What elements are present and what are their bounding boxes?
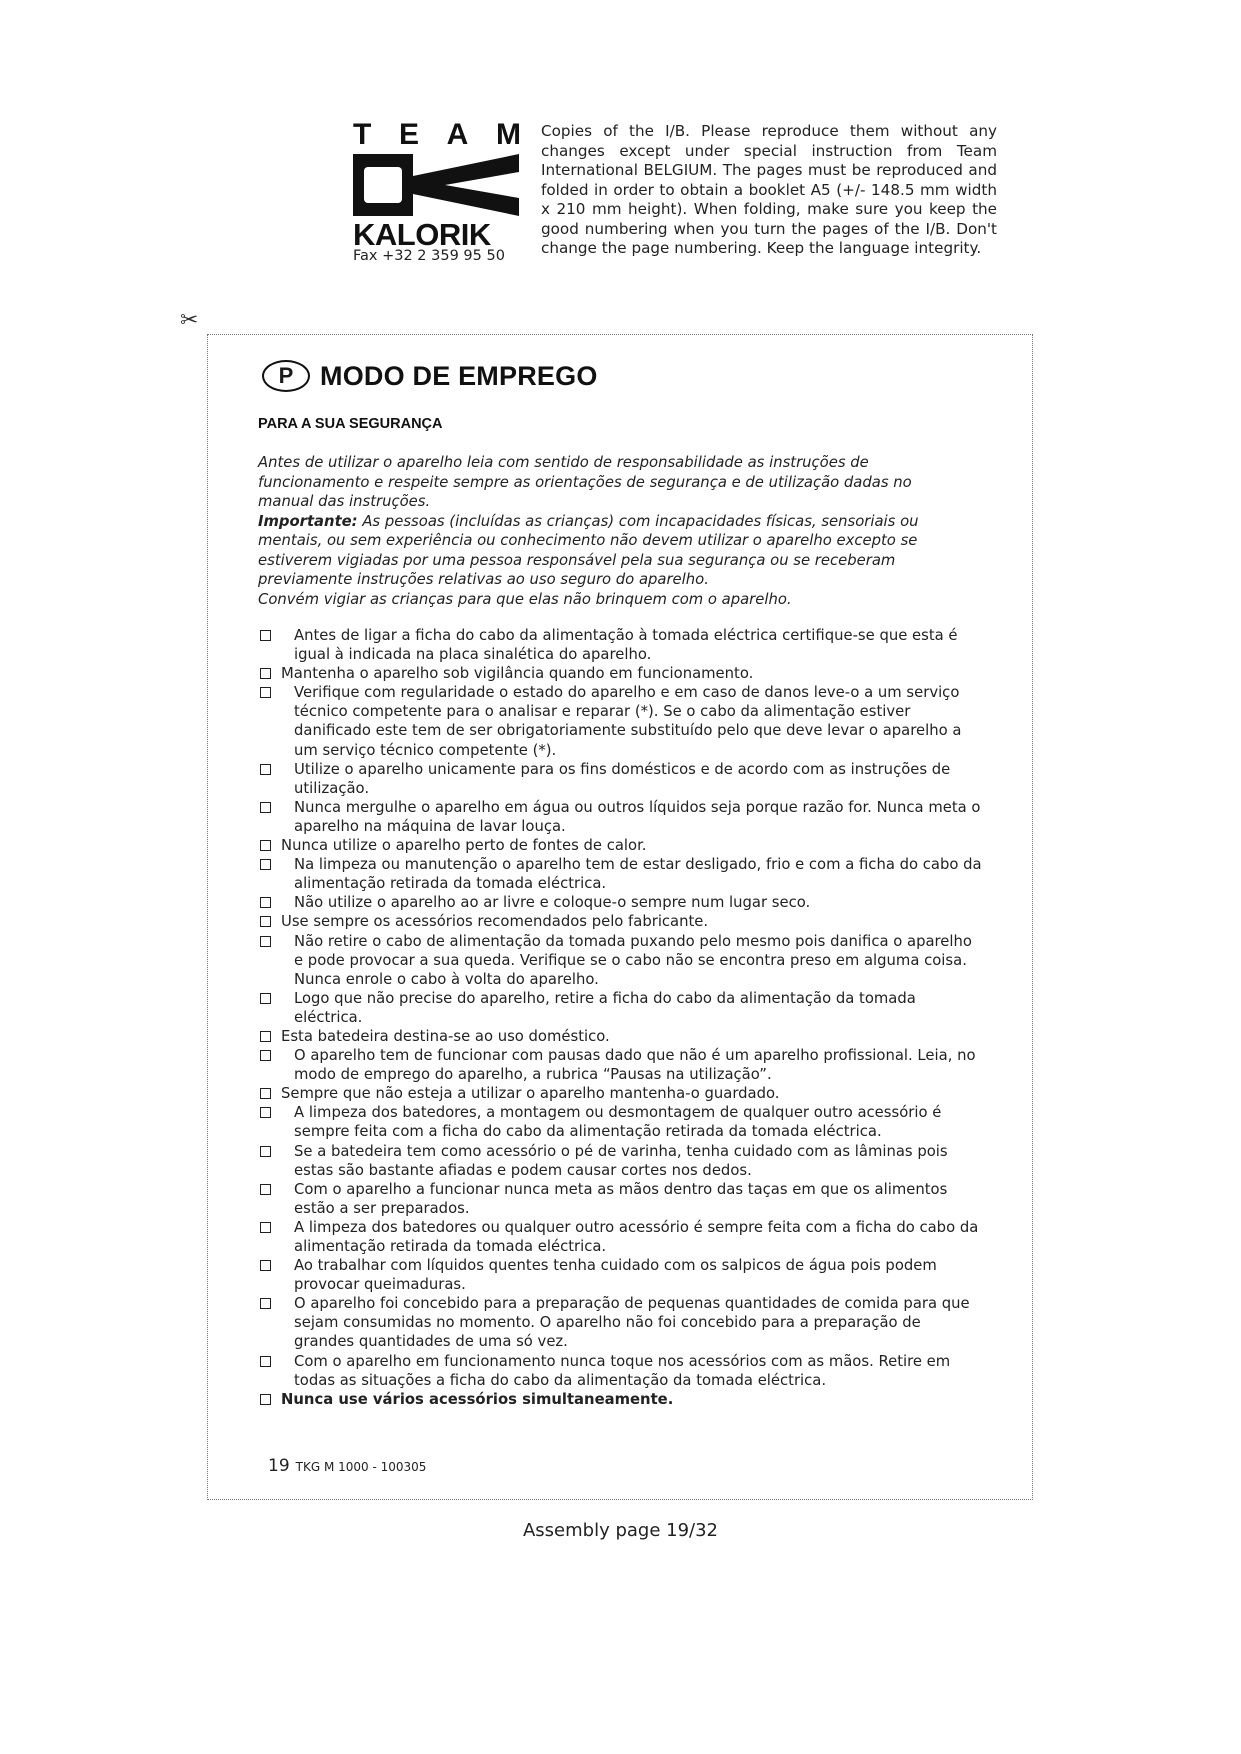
list-item: A limpeza dos batedores, a montagem ou desmontagem de qualquer outro acessório é sempre feita com a ficha do cabo da alimentação retirada da tomada eléctrica. <box>258 1103 983 1141</box>
intro-text <box>258 453 958 609</box>
list-item: Esta batedeira destina-se ao uso doméstico. <box>258 1027 983 1046</box>
checkbox-icon <box>260 1031 271 1042</box>
assembly-page-label: Assembly page 19/32 <box>522 1520 719 1541</box>
list-item: Nunca mergulhe o aparelho em água ou outros líquidos seja porque razão for. Nunca meta o aparelho na máquina de lavar louça. <box>258 798 983 836</box>
safety-heading: PARA A SUA SEGURANÇA <box>258 416 443 432</box>
list-item: Não utilize o aparelho ao ar livre e coloque-o sempre num lugar seco. <box>258 893 983 912</box>
checkbox-icon <box>260 936 271 947</box>
checkbox-icon <box>260 802 271 813</box>
list-item: Use sempre os acessórios recomendados pelo fabricante. <box>258 912 983 931</box>
reproduction-notice: Copies of the I/B. Please reproduce them without any changes except under special instruction from Team International BELGIUM. The pages must be reproduced and folded in order to obtain a booklet A5 (+/- 148.5 mm width x 210 mm height). When folding, make sure you keep the good numbering when you turn the pages of the I/B. Don't change the page numbering. Keep the language integrity. <box>541 122 997 257</box>
list-item: O aparelho foi concebido para a preparação de pequenas quantidades de comida para que sejam consumidas no momento. O aparelho não foi concebido para a preparação de grandes quantidades de uma só vez. <box>258 1294 983 1351</box>
important-paragraph <box>258 512 958 590</box>
checkbox-icon <box>260 668 271 679</box>
logo-letter: E <box>398 118 419 151</box>
kalorik-logo <box>353 120 523 265</box>
checkbox-icon <box>260 897 271 908</box>
list-item: Antes de ligar a ficha do cabo da alimentação à tomada eléctrica certifique-se que esta é igual à indicada na placa sinalética do aparelho. <box>258 626 983 664</box>
logo-letter: A <box>446 118 469 151</box>
checkbox-icon <box>260 1088 271 1099</box>
scissors-icon: ✂ <box>180 308 199 333</box>
list-item: Sempre que não esteja a utilizar o aparelho mantenha-o guardado. <box>258 1084 983 1103</box>
checkbox-icon <box>260 1394 271 1405</box>
checkbox-icon <box>260 859 271 870</box>
list-item: Na limpeza ou manutenção o aparelho tem de estar desligado, frio e com a ficha do cabo da alimentação retirada da tomada eléctrica. <box>258 855 983 893</box>
checkbox-icon <box>260 764 271 775</box>
important-text: As pessoas (incluídas as crianças) com incapacidades físicas, sensoriais ou mentais, ou sem experiência ou conhecimento não devem utilizar o aparelho excepto se estiverem vigiadas por uma pessoa responsável pela sua segurança ou se receberam previamente instruções relativas ao uso seguro do aparelho. <box>258 512 919 588</box>
list-item: O aparelho tem de funcionar com pausas dado que não é um aparelho profissional. Leia, no modo de emprego do aparelho, a rubrica “Pausas na utilização”. <box>258 1046 983 1084</box>
checkbox-icon <box>260 1356 271 1367</box>
list-item: Não retire o cabo de alimentação da tomada puxando pelo mesmo pois danifica o aparelho e pode provocar a sua queda. Verifique se o cabo não se encontra preso em alguma coisa. Nunca enrole o cabo à volta do aparelho. <box>258 932 983 989</box>
checkbox-icon <box>260 1146 271 1157</box>
important-label: Importante: <box>258 512 358 530</box>
logo-letter: M <box>495 118 521 151</box>
checkbox-icon <box>260 1298 271 1309</box>
checkbox-icon <box>260 1260 271 1271</box>
fax-number: Fax +32 2 359 95 50 <box>353 248 505 264</box>
page-number: 19 <box>268 1456 290 1476</box>
list-item: Verifique com regularidade o estado do aparelho e em caso de danos leve-o a um serviço técnico competente para o analisar e reparar (*). Se o cabo da alimentação estiver danificado este tem de ser obrigatoriamente substituído pelo que deve levar o aparelho a um serviço técnico competente (*). <box>258 683 983 759</box>
page-title: MODO DE EMPREGO <box>320 360 598 391</box>
checkbox-icon <box>260 687 271 698</box>
list-item: Logo que não precise do aparelho, retire a ficha do cabo da alimentação da tomada eléctrica. <box>258 989 983 1027</box>
list-item: Mantenha o aparelho sob vigilância quando em funcionamento. <box>258 664 983 683</box>
checkbox-icon <box>260 1222 271 1233</box>
logo-team-text <box>353 120 521 150</box>
intro-paragraph: Antes de utilizar o aparelho leia com sentido de responsabilidade as instruções de funcionamento e respeite sempre as orientações de segurança e de utilização dadas no manual das instruções. <box>258 454 912 510</box>
checkbox-icon <box>260 993 271 1004</box>
checkbox-icon <box>260 1050 271 1061</box>
list-item: Nunca utilize o aparelho perto de fontes de calor. <box>258 836 983 855</box>
logo-kalorik-text: KALORIK <box>353 217 491 252</box>
checkbox-icon <box>260 1184 271 1195</box>
list-item: Nunca use vários acessórios simultaneamente. <box>258 1390 983 1409</box>
model-code: TKG M 1000 - 100305 <box>295 1460 427 1474</box>
list-item: Com o aparelho em funcionamento nunca toque nos acessórios com as mãos. Retire em todas as situações a ficha do cabo da alimentação da tomada eléctrica. <box>258 1352 983 1390</box>
safety-list <box>258 626 983 1409</box>
checkbox-icon <box>260 840 271 851</box>
list-item: Utilize o aparelho unicamente para os fins domésticos e de acordo com as instruções de utilização. <box>258 760 983 798</box>
kalorik-logo-icon <box>353 154 519 216</box>
list-item: Com o aparelho a funcionar nunca meta as mãos dentro das taças em que os alimentos estão a ser preparados. <box>258 1180 983 1218</box>
page-footer <box>268 1456 426 1476</box>
list-item: Ao trabalhar com líquidos quentes tenha cuidado com os salpicos de água pois podem provocar queimaduras. <box>258 1256 983 1294</box>
section-title <box>262 356 598 396</box>
list-item: A limpeza dos batedores ou qualquer outro acessório é sempre feita com a ficha do cabo da alimentação retirada da tomada eléctrica. <box>258 1218 983 1256</box>
checkbox-icon <box>260 1107 271 1118</box>
list-item: Se a batedeira tem como acessório o pé de varinha, tenha cuidado com as lâminas pois estas são bastante afiadas e podem causar cortes nos dedos. <box>258 1142 983 1180</box>
checkbox-icon <box>260 916 271 927</box>
language-badge: P <box>262 360 310 392</box>
logo-letter: T <box>353 118 372 151</box>
checkbox-icon <box>260 630 271 641</box>
children-paragraph: Convém vigiar as crianças para que elas não brinquem com o aparelho. <box>258 590 792 608</box>
